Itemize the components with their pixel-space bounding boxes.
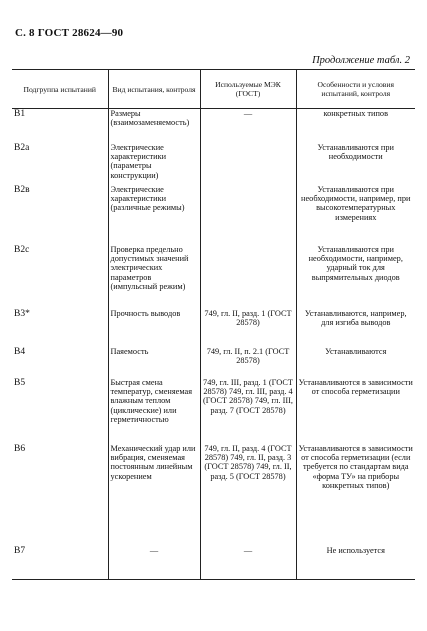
row-conditions: Устанавливаются в зависимости от способа герметизации: [296, 378, 415, 444]
row-iec: —: [200, 546, 296, 580]
header-subgroup: Подгруппа испытаний: [12, 70, 108, 109]
table-continuation-label: Продолжение табл. 2: [312, 55, 410, 66]
row-conditions: Устанавливаются при необходимости, например, ударный ток для выпрямительных диодов: [296, 245, 415, 309]
row-code: B7: [12, 546, 108, 580]
row-conditions: Устанавливаются при необходимости, например, при высокотемпературных измерениях: [296, 185, 415, 245]
row-conditions: конкретных типов: [296, 109, 415, 143]
row-code: B4: [14, 346, 26, 357]
page-header: С. 8 ГОСТ 28624—90: [15, 27, 124, 39]
header-test-type: Вид испытания, контроля: [108, 70, 200, 109]
row-test-type: Электрические характеристики (различные режимы): [108, 185, 200, 245]
row-iec: 749, гл. II, п. 2.1 (ГОСТ 28578): [200, 347, 296, 378]
table-row: [12, 309, 415, 347]
row-test-type: Быстрая смена температур, сменяемая влажным теплом (циклические) или герметичностью: [108, 378, 200, 444]
row-test-type: Прочность выводов: [108, 309, 200, 347]
header-iec: Используемые МЭК (ГОСТ): [200, 70, 296, 109]
row-conditions: Устанавливаются в зависимости от способа герметизации (если требуется по стандартам вида «форма ТУ» на приборы конкретных типов): [296, 444, 415, 546]
row-code: B2a: [14, 142, 30, 153]
header-conditions: Особенности и условия испытаний, контроля: [296, 70, 415, 109]
table-row: [12, 444, 415, 546]
table-row: [12, 347, 415, 378]
row-code: B3*: [14, 308, 30, 319]
row-conditions: Не используется: [296, 546, 415, 580]
row-code: B6: [14, 443, 26, 454]
row-iec: 749, гл. II, разд. 1 (ГОСТ 28578): [200, 309, 296, 347]
table-row: [12, 245, 415, 309]
test-table: [12, 69, 415, 580]
table-header-row: [12, 70, 415, 109]
table-row: [12, 546, 415, 580]
table-row: [12, 109, 415, 143]
row-test-type: Размеры (взаимозаменяемость): [108, 109, 200, 143]
row-test-type: Паяемость: [108, 347, 200, 378]
table-row: [12, 143, 415, 185]
row-iec: 749, гл. III, разд. 1 (ГОСТ 28578) 749, гл. III, разд. 4 (ГОСТ 28578) 749, гл. III, разд. 7 (ГОСТ 28578): [200, 378, 296, 444]
row-iec: [200, 245, 296, 309]
row-test-type: —: [108, 546, 200, 580]
row-code: B5: [14, 377, 26, 388]
row-iec: [200, 185, 296, 245]
row-iec: 749, гл. II, разд. 4 (ГОСТ 28578) 749, гл. II, разд. 3 (ГОСТ 28578) 749, гл. II, разд. 5 (ГОСТ 28578): [200, 444, 296, 546]
row-code: B1: [14, 109, 26, 119]
row-code: B2c: [14, 244, 30, 255]
row-code: B2в: [14, 184, 30, 195]
row-iec: —: [200, 109, 296, 143]
row-iec: [200, 143, 296, 185]
row-conditions: Устанавливаются: [296, 347, 415, 378]
table-row: [12, 185, 415, 245]
row-conditions: Устанавливаются, например, для изгиба выводов: [296, 309, 415, 347]
row-conditions: Устанавливаются при необходимости: [296, 143, 415, 185]
row-test-type: Проверка предельно допустимых значений электрических параметров (импульсный режим): [108, 245, 200, 309]
row-test-type: Электрические характеристики (параметры конструкции): [108, 143, 200, 185]
table-row: [12, 378, 415, 444]
row-test-type: Механический удар или вибрация, сменяемая постоянным линейным ускорением: [108, 444, 200, 546]
